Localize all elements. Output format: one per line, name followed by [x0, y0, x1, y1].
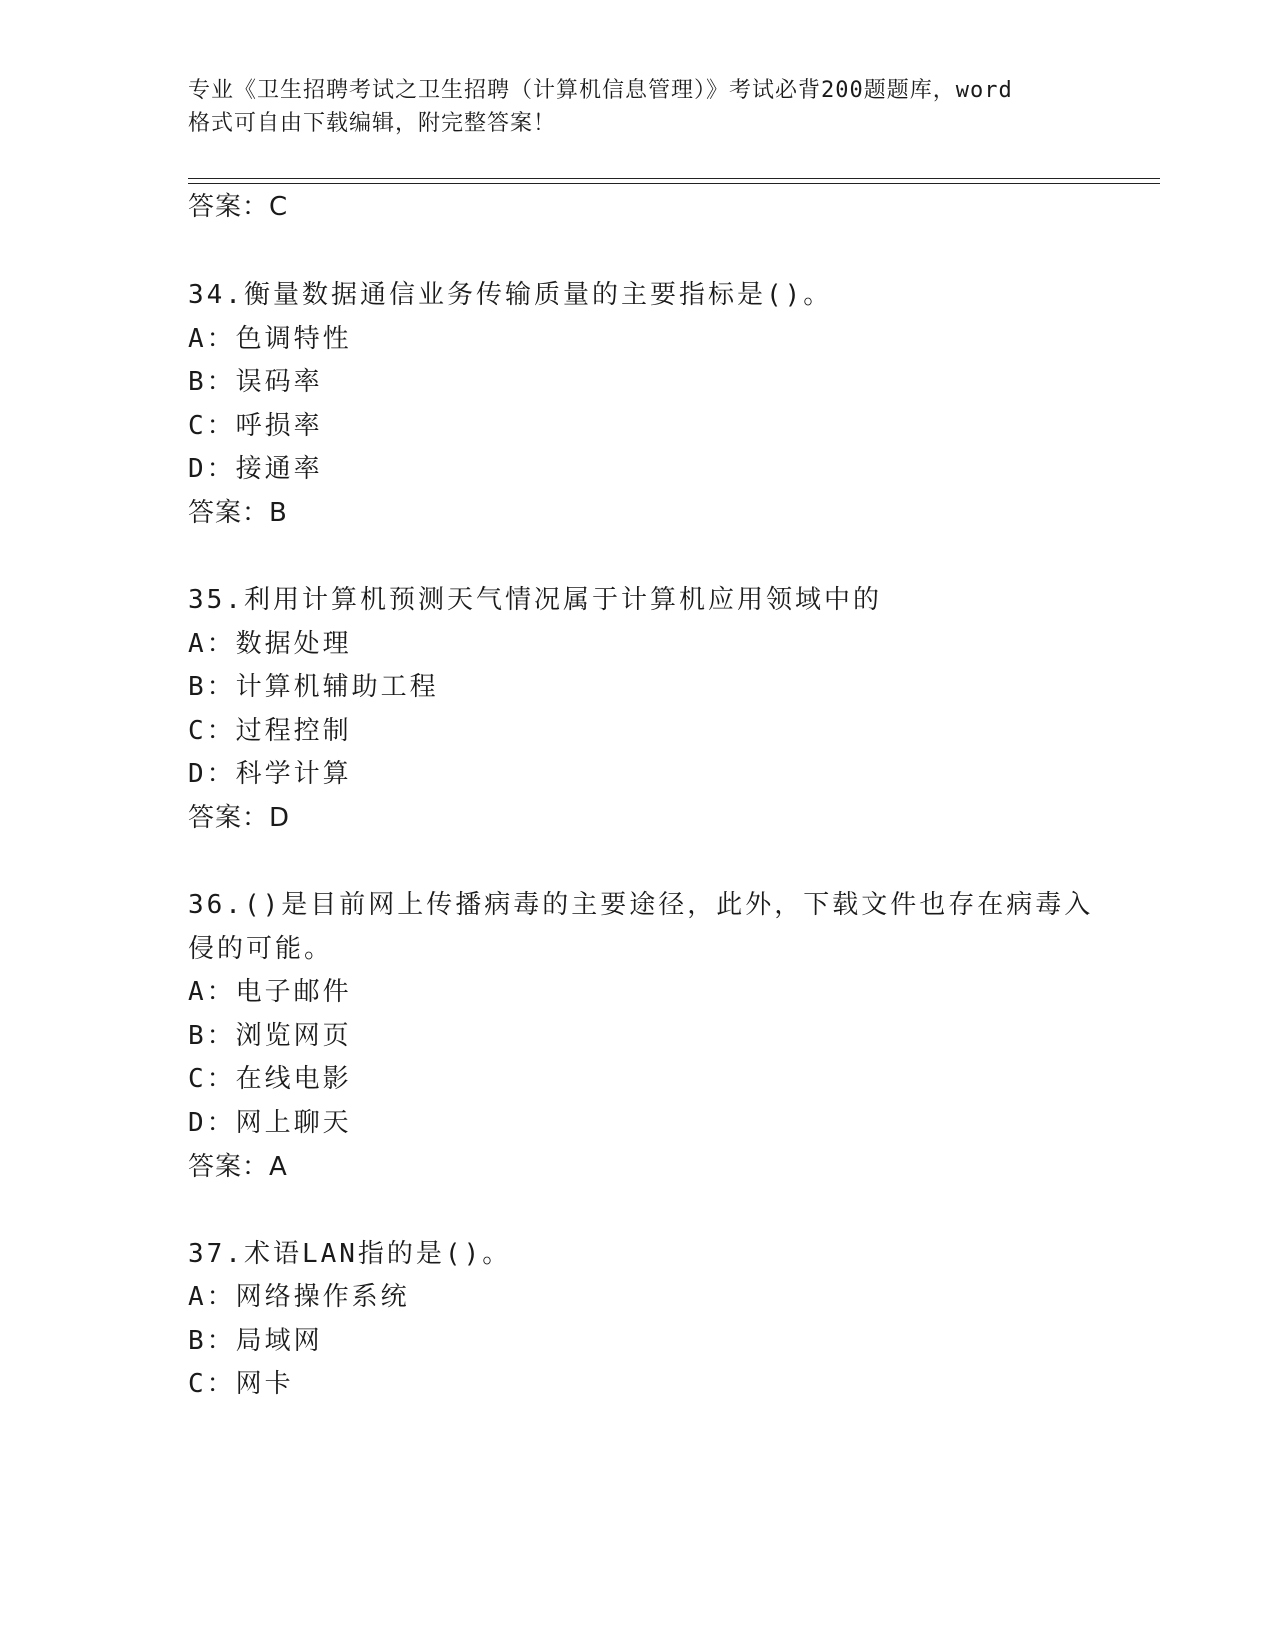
question-35-option-a: A：数据处理 — [188, 629, 352, 659]
question-36-option-a: A：电子邮件 — [188, 977, 352, 1007]
question-34-option-b: B：误码率 — [188, 367, 323, 397]
header-line-2: 格式可自由下载编辑，附完整答案！ — [188, 111, 557, 136]
document-header — [188, 74, 1088, 140]
question-37-option-a: A：网络操作系统 — [188, 1282, 410, 1312]
question-34-text: 34.衡量数据通信业务传输质量的主要指标是()。 — [188, 280, 833, 310]
question-34-option-a: A：色调特性 — [188, 324, 352, 354]
question-36-option-c: C：在线电影 — [188, 1064, 352, 1094]
header-rule-bottom — [188, 183, 1160, 184]
answer-35: 答案：D — [188, 803, 291, 833]
header-rule-top — [188, 178, 1160, 179]
question-37-text: 37.术语LAN指的是()。 — [188, 1239, 512, 1269]
question-35-option-c: C：过程控制 — [188, 716, 352, 746]
header-line-1: 专业《卫生招聘考试之卫生招聘（计算机信息管理）》考试必背200题题库，word — [188, 78, 1013, 103]
answer-33: 答案：C — [188, 192, 289, 222]
question-37-option-b: B：局域网 — [188, 1326, 323, 1356]
question-35-option-d: D：科学计算 — [188, 759, 352, 789]
question-34-option-d: D：接通率 — [188, 454, 323, 484]
question-36-text-line-1: 36.()是目前网上传播病毒的主要途径，此外，下载文件也存在病毒入 — [188, 890, 1094, 920]
question-37-option-c: C：网卡 — [188, 1369, 294, 1399]
question-35-text: 35.利用计算机预测天气情况属于计算机应用领域中的 — [188, 585, 882, 615]
question-34-option-c: C：呼损率 — [188, 411, 323, 441]
question-36-option-d: D：网上聊天 — [188, 1108, 352, 1138]
question-35-option-b: B：计算机辅助工程 — [188, 672, 439, 702]
answer-34: 答案：B — [188, 498, 288, 528]
answer-36: 答案：A — [188, 1152, 288, 1182]
question-36-option-b: B：浏览网页 — [188, 1021, 352, 1051]
question-36-text-line-2: 侵的可能。 — [188, 934, 334, 964]
